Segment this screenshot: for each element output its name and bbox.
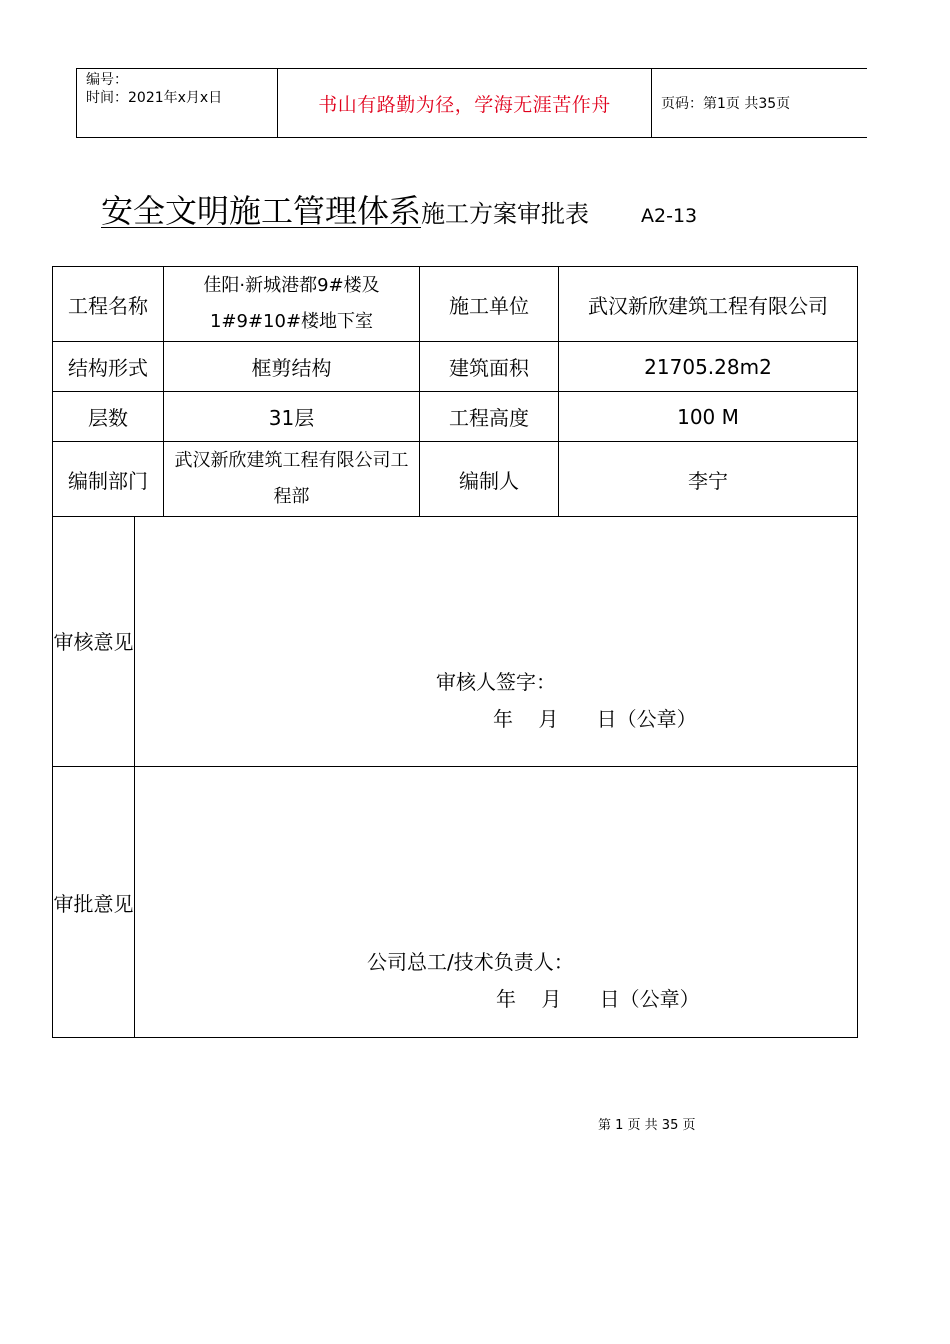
table-row bbox=[53, 392, 858, 442]
value-area: 21705.28m2 bbox=[559, 342, 858, 392]
approval-label-cell bbox=[53, 767, 135, 1038]
time-label: 时间：2021年x月x日 bbox=[86, 90, 223, 106]
approval-section bbox=[53, 767, 858, 1038]
table-row bbox=[53, 442, 858, 517]
label-structure: 结构形式 bbox=[53, 342, 164, 392]
approval-date: 年 月 日（公章） bbox=[496, 987, 700, 1011]
review-content[interactable] bbox=[135, 517, 858, 767]
review-date: 年 月 日（公章） bbox=[493, 707, 697, 731]
page-footer: 第 1 页 共 35 页 bbox=[598, 1118, 696, 1133]
header-page-label: 页码：第1页 共35页 bbox=[661, 96, 791, 112]
value-floors: 31层 bbox=[164, 392, 420, 442]
value-project-name: 佳阳·新城港都9#楼及1#9#10#楼地下室 bbox=[164, 267, 420, 342]
value-department: 武汉新欣建筑工程有限公司工程部 bbox=[164, 442, 420, 517]
number-label: 编号： bbox=[86, 72, 128, 88]
approval-label: 审批意见 bbox=[53, 891, 134, 916]
review-section bbox=[53, 517, 858, 767]
approval-signer: 公司总工/技术负责人： bbox=[367, 950, 574, 974]
label-floors: 层数 bbox=[53, 392, 164, 442]
label-height: 工程高度 bbox=[420, 392, 559, 442]
approval-table bbox=[52, 266, 858, 1038]
label-author: 编制人 bbox=[420, 442, 559, 517]
value-structure: 框剪结构 bbox=[164, 342, 420, 392]
table-row bbox=[53, 267, 858, 342]
document-title bbox=[101, 186, 697, 232]
value-author: 李宁 bbox=[559, 442, 858, 517]
title-main: 安全文明施工管理体系 bbox=[101, 192, 422, 230]
review-label-cell bbox=[53, 517, 135, 767]
title-sub: 施工方案审批表 bbox=[421, 200, 590, 228]
label-project-name: 工程名称 bbox=[53, 267, 164, 342]
review-label: 审核意见 bbox=[53, 630, 134, 654]
header-meta bbox=[77, 69, 278, 137]
label-area: 建筑面积 bbox=[420, 342, 559, 392]
label-department: 编制部门 bbox=[53, 442, 164, 517]
title-code: A2-13 bbox=[641, 205, 698, 227]
label-contractor: 施工单位 bbox=[420, 267, 559, 342]
header-motto: 书山有路勤为径，学海无涯苦作舟 bbox=[278, 69, 652, 137]
header-strip bbox=[76, 68, 867, 138]
value-contractor: 武汉新欣建筑工程有限公司 bbox=[559, 267, 858, 342]
value-height: 100 M bbox=[559, 392, 858, 442]
review-signer: 审核人签字： bbox=[436, 670, 556, 694]
approval-content[interactable] bbox=[135, 767, 858, 1038]
table-row bbox=[53, 342, 858, 392]
